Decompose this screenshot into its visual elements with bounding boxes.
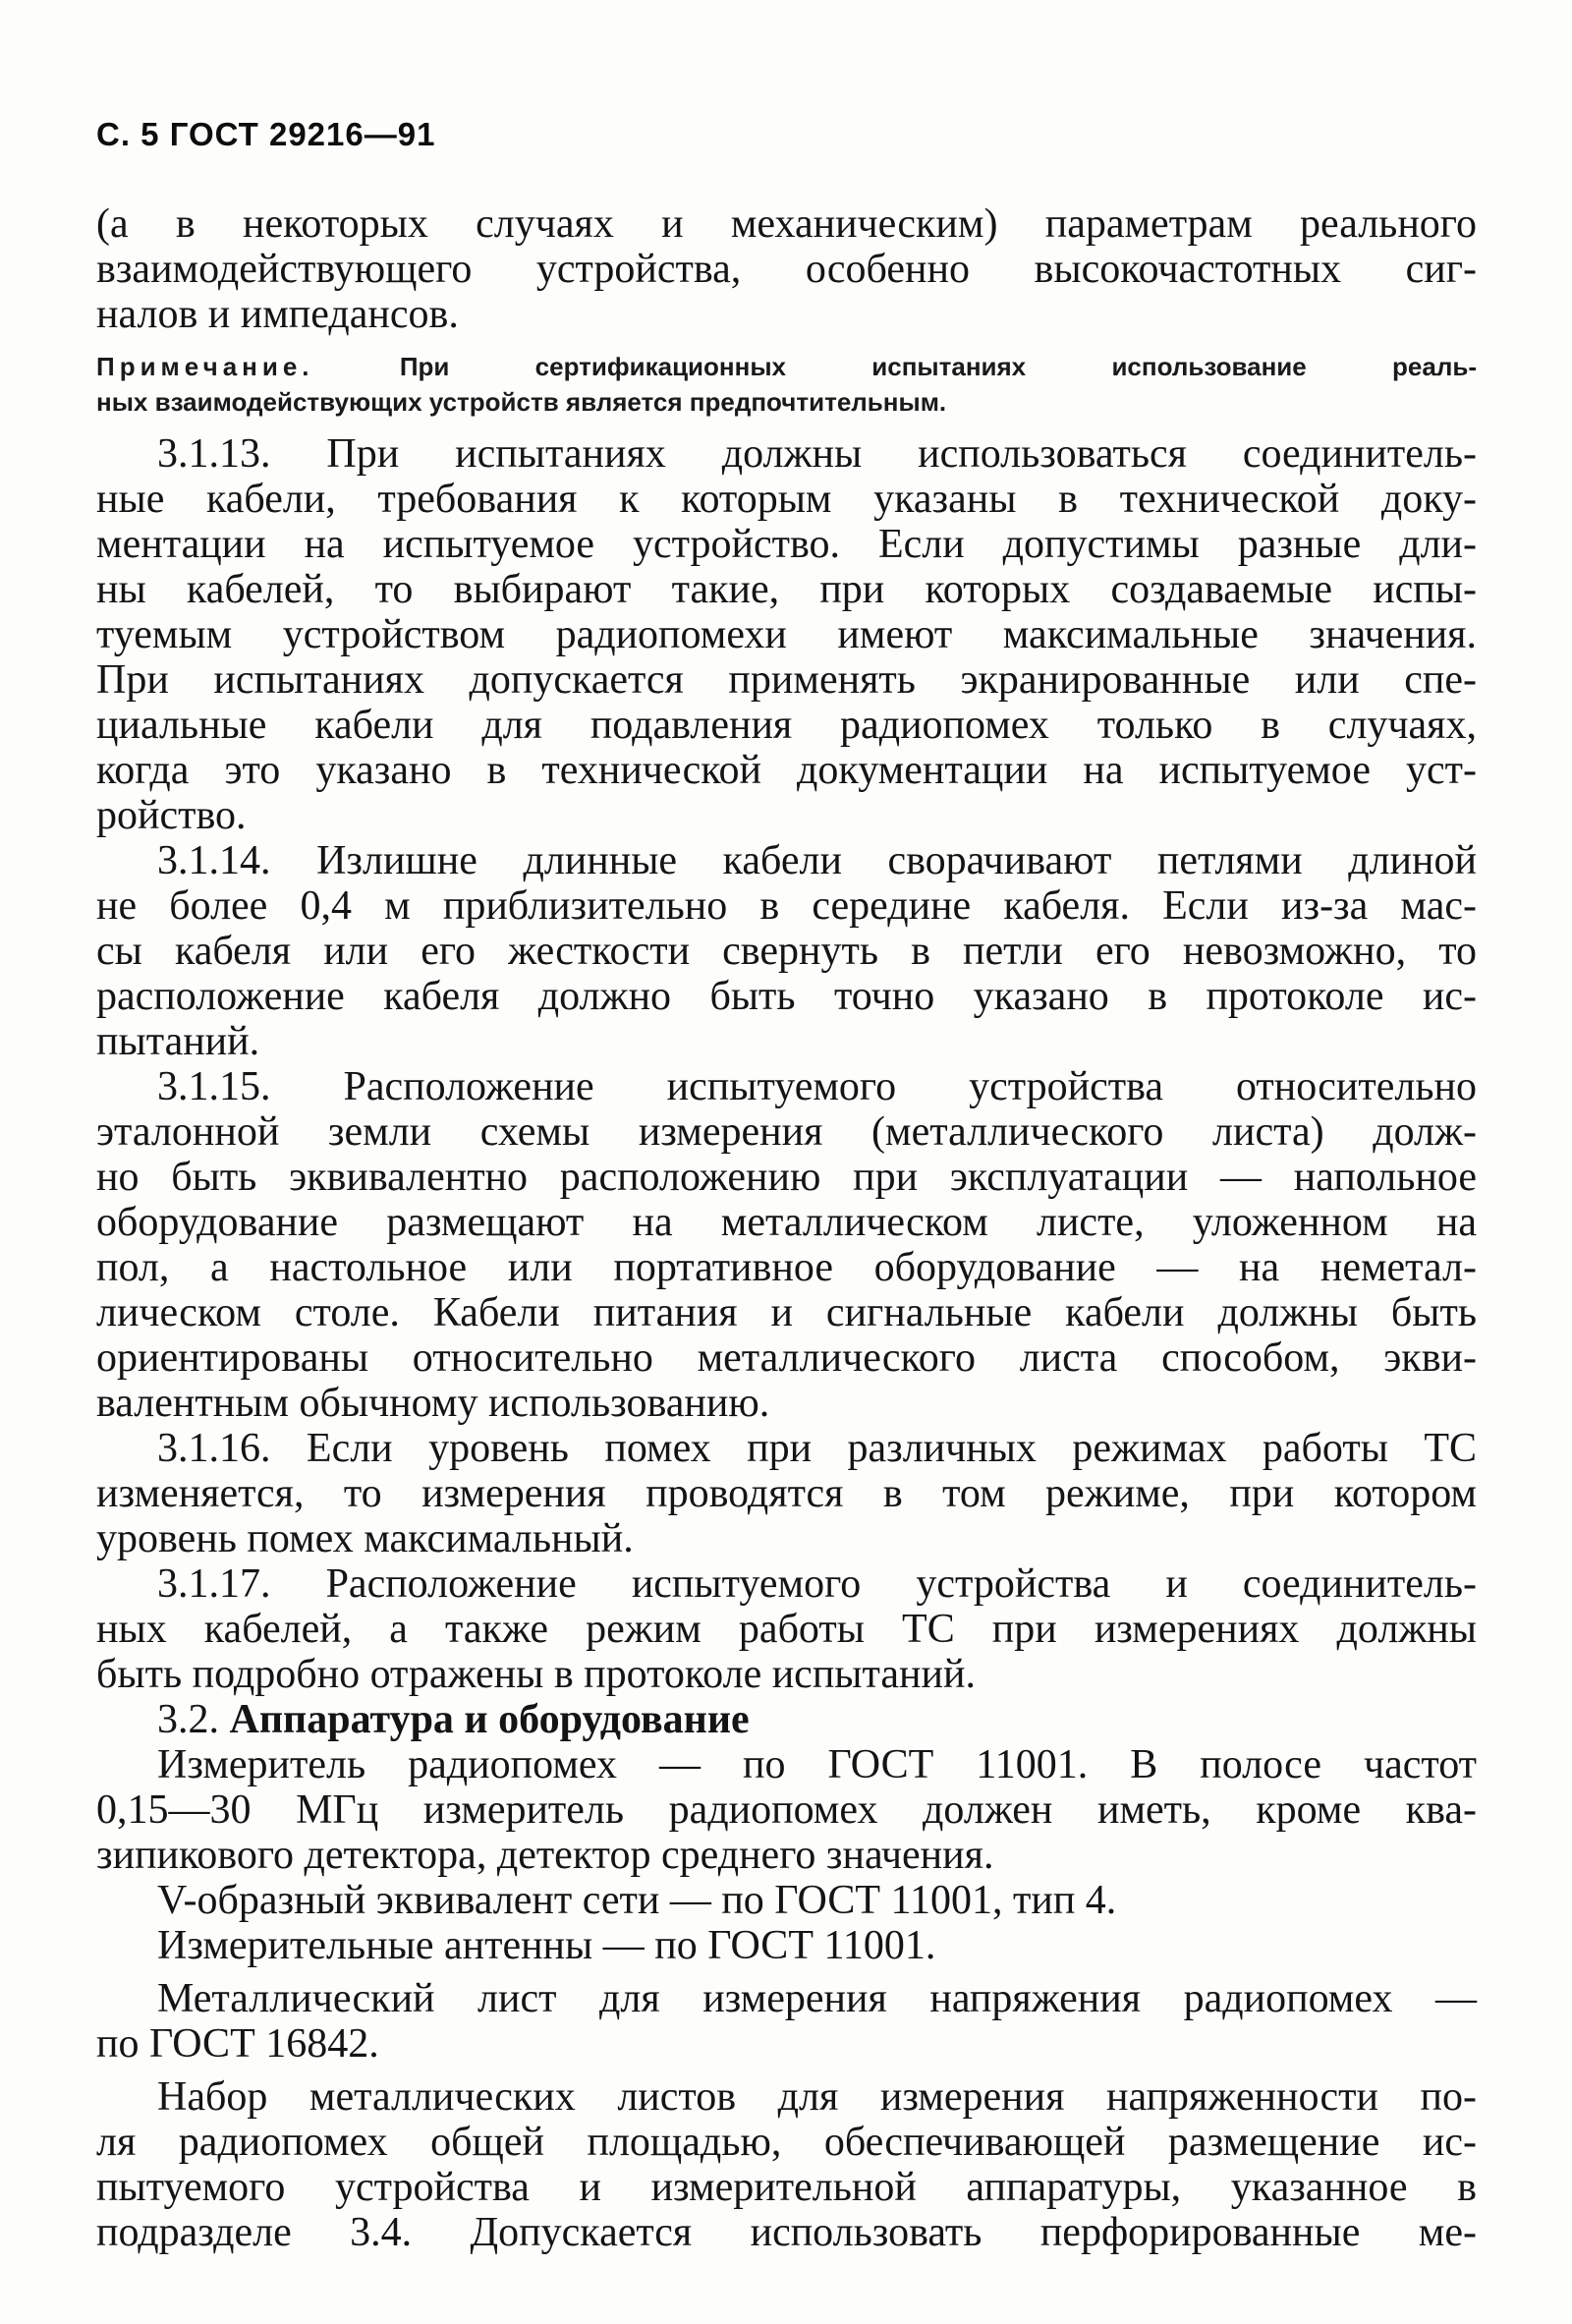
text-line: пытаний. [96,1019,260,1064]
text-line: циальные кабели для подавления радиопомех только в случаях, [96,703,1477,748]
text-line: 3.1.16. Если уровень помех при различных режимах работы ТС [157,1426,1477,1471]
text-line: пол, а настольное или портативное оборудование — на неметал- [96,1245,1477,1290]
text-line: 3.1.14. Излишне длинные кабели сворачивают петлями длиной [157,838,1477,883]
text-line: ориентированы относительно металлического листа способом, экви- [96,1335,1477,1381]
text-line: Набор металлических листов для измерения напряженности по- [157,2074,1477,2120]
text-line: валентным обычному использованию. [96,1381,770,1426]
text-line: 3.1.17. Расположение испытуемого устройства и соединитель- [157,1561,1477,1607]
text-line: ных кабелей, а также режим работы ТС при измерениях должны [96,1607,1477,1652]
text-line: эталонной земли схемы измерения (металлического листа) долж- [96,1109,1477,1155]
paragraph-3-1-13 [96,431,1477,838]
text-line: когда это указано в технической документации на испытуемое уст- [96,748,1477,793]
text-line: ны кабелей, то выбирают такие, при которых создаваемые испы- [96,567,1477,612]
text-line: изменяется, то измерения проводятся в том режиме, при котором [96,1471,1477,1516]
paragraph-meter [96,1742,1477,1878]
text-line: зипикового детектора, детектор среднего значения. [96,1833,994,1878]
text-line: взаимодействующего устройства, особенно высокочастотных сиг- [96,247,1477,292]
text-line: по ГОСТ 16842. [96,2021,379,2067]
text-line: быть подробно отражены в протоколе испытаний. [96,1652,976,1697]
text-line: ройство. [96,793,247,838]
section-number: 3.2. [157,1697,219,1742]
text-line: 3.1.15. Расположение испытуемого устройства относительно [157,1064,1477,1109]
note-block [96,349,1477,420]
note-label: Примечание. [96,352,314,381]
note-line: ных взаимодействующих устройств является предпочтительным. [96,387,947,417]
text-line: пытуемого устройства и измерительной аппаратуры, указанное в [96,2165,1477,2210]
section-heading-3-2 [96,1697,1477,1742]
text-line: но быть эквивалентно расположению при эксплуатации — напольное [96,1155,1477,1200]
note-line [96,349,1477,384]
text-line: V-образный эквивалент сети — по ГОСТ 11001, тип 4. [157,1878,1117,1923]
text-line: туемым устройством радиопомехи имеют максимальные значения. [96,612,1477,657]
text-line: оборудование размещают на металлическом листе, уложенном на [96,1200,1477,1245]
text-line: Измеритель радиопомех — по ГОСТ 11001. В полосе частот [157,1742,1477,1787]
text-line: ные кабели, требования к которым указаны в технической доку- [96,477,1477,522]
text-line: уровень помех максимальный. [96,1516,634,1561]
paragraph-v-network [96,1878,1477,1923]
text-line: ментации на испытуемое устройство. Если допустимы разные дли- [96,522,1477,567]
text-line: расположение кабеля должно быть точно указано в протоколе ис- [96,974,1477,1019]
paragraph-metal-sheet-set [96,2074,1477,2255]
text-line: не более 0,4 м приблизительно в середине кабеля. Если из-за мас- [96,883,1477,929]
page-header: С. 5 ГОСТ 29216—91 [96,116,436,152]
text-line: ля радиопомех общей площадью, обеспечивающей размещение ис- [96,2120,1477,2165]
text-line: (а в некоторых случаях и механическим) параметрам реального [96,201,1477,247]
section-title: Аппаратура и оборудование [219,1697,750,1742]
text-line: Измерительные антенны — по ГОСТ 11001. [157,1923,936,1968]
paragraph-antennas [96,1923,1477,1968]
text-line: подразделе 3.4. Допускается использовать перфорированные ме- [96,2210,1477,2255]
text-line: 3.1.13. При испытаниях должны использоваться соединитель- [157,431,1477,477]
paragraph-3-1-15 [96,1064,1477,1426]
paragraph-3-1-16 [96,1426,1477,1561]
paragraph-3-1-14 [96,838,1477,1064]
text-line: 0,15—30 МГц измеритель радиопомех должен иметь, кроме ква- [96,1787,1477,1833]
text-line: налов и импедансов. [96,292,459,337]
text-line: Металлический лист для измерения напряжения радиопомех — [157,1976,1477,2021]
text-line: При испытаниях допускается применять экранированные или спе- [96,657,1477,703]
paragraph-3-1-17 [96,1561,1477,1697]
text-line: лическом столе. Кабели питания и сигнальные кабели должны быть [96,1290,1477,1335]
note-text: При сертификационных испытаниях использование реаль- [313,352,1477,381]
paragraph-metal-sheet [96,1976,1477,2067]
text-line: сы кабеля или его жесткости свернуть в петли его невозможно, то [96,929,1477,974]
paragraph-intro [96,201,1477,337]
document-body [96,201,1477,2255]
